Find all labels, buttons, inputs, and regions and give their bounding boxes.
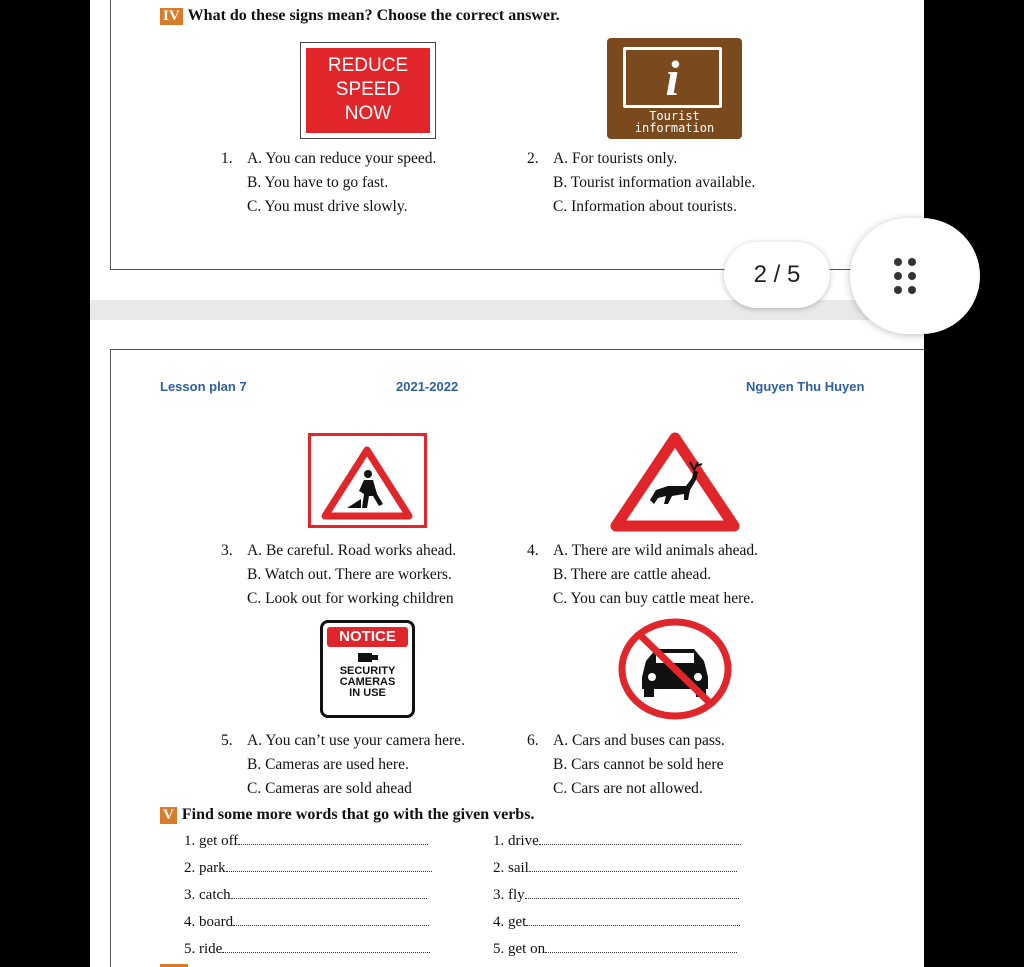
information-label: information xyxy=(634,121,715,135)
notice-line-2: CAMERAS xyxy=(339,676,396,688)
section-4-heading xyxy=(160,7,560,25)
menu-button[interactable] xyxy=(850,218,980,334)
reduce-sign-line-3: NOW xyxy=(344,103,392,124)
question-6-number: 6. xyxy=(527,732,539,749)
q6-option-c[interactable]: C. Cars are not allowed. xyxy=(553,780,703,797)
no-cars-icon xyxy=(616,617,734,721)
header-center: 2021-2022 xyxy=(396,379,459,394)
q1-option-c[interactable]: C. You must drive slowly. xyxy=(247,198,408,215)
section-5-heading xyxy=(160,806,534,824)
fill-right-1[interactable] xyxy=(493,832,741,850)
camera-icon xyxy=(356,650,380,666)
fill-right-4[interactable] xyxy=(493,913,740,931)
road-works-icon xyxy=(311,436,424,525)
fill-left-5-label: 5. ride xyxy=(184,941,223,957)
q5-option-a[interactable]: A. You can’t use your camera here. xyxy=(247,732,465,749)
q1-option-b[interactable]: B. You have to go fast. xyxy=(247,174,389,191)
fill-left-5[interactable] xyxy=(184,940,430,958)
q6-option-b[interactable]: B. Cars cannot be sold here xyxy=(553,756,724,773)
q4-option-b[interactable]: B. There are cattle ahead. xyxy=(553,566,712,583)
page-indicator xyxy=(724,242,830,308)
fill-left-3[interactable] xyxy=(184,886,427,904)
q3-option-c[interactable]: C. Look out for working children xyxy=(247,590,454,607)
fill-left-4-label: 4. board xyxy=(184,914,234,930)
q2-option-b[interactable]: B. Tourist information available. xyxy=(553,174,756,191)
page-1-left-border xyxy=(110,0,111,270)
section-5-title: Find some more words that go with the given verbs. xyxy=(181,806,535,823)
question-5-number: 5. xyxy=(221,732,233,749)
deer-warning-icon xyxy=(606,428,744,534)
no-cars-sign xyxy=(616,617,734,721)
q1-option-a[interactable]: A. You can reduce your speed. xyxy=(247,150,437,167)
q2-option-a[interactable]: A. For tourists only. xyxy=(553,150,678,167)
fill-left-2-label: 2. park xyxy=(184,860,226,876)
tourist-label: Tourist xyxy=(649,109,700,123)
fill-line[interactable] xyxy=(222,940,430,953)
notice-line-3: IN USE xyxy=(349,687,386,699)
section-5-badge: V xyxy=(160,807,177,824)
fill-right-1-label: 1. drive xyxy=(493,833,539,849)
section-4-title: What do these signs mean? Choose the correct answer. xyxy=(187,7,560,24)
page-2-left-border xyxy=(110,349,111,967)
question-2-number: 2. xyxy=(527,150,539,167)
question-6 xyxy=(527,729,725,801)
question-3 xyxy=(221,539,456,611)
wild-animals-sign xyxy=(606,428,744,534)
fill-right-3[interactable] xyxy=(493,886,739,904)
header-left: Lesson plan 7 xyxy=(160,379,247,394)
fill-line[interactable] xyxy=(526,913,740,926)
q5-option-b[interactable]: B. Cameras are used here. xyxy=(247,756,409,773)
fill-right-5[interactable] xyxy=(493,940,737,958)
info-icon: i xyxy=(665,50,680,106)
q3-option-a[interactable]: A. Be careful. Road works ahead. xyxy=(247,542,457,559)
fill-left-2[interactable] xyxy=(184,859,432,877)
fill-right-5-label: 5. get on xyxy=(493,941,546,957)
security-cameras-sign xyxy=(320,620,415,718)
q3-option-b[interactable]: B. Watch out. There are workers. xyxy=(247,566,452,583)
fill-right-2[interactable] xyxy=(493,859,737,877)
reduce-speed-sign xyxy=(300,42,436,139)
notice-title: NOTICE xyxy=(327,627,408,647)
fill-left-3-label: 3. catch xyxy=(184,887,231,903)
fill-line[interactable] xyxy=(529,859,737,872)
question-3-number: 3. xyxy=(221,542,233,559)
fill-left-1-label: 1. get off xyxy=(184,833,239,849)
notice-line-1: SECURITY xyxy=(339,665,396,677)
fill-right-3-label: 3. fly xyxy=(493,887,525,903)
fill-line[interactable] xyxy=(539,832,741,845)
reduce-sign-line-2: SPEED xyxy=(335,79,401,100)
section-4-badge: IV xyxy=(160,8,183,25)
question-4 xyxy=(527,539,758,611)
fill-line[interactable] xyxy=(545,940,737,953)
reduce-sign-line-1: REDUCE xyxy=(327,55,409,76)
fill-line[interactable] xyxy=(231,886,427,899)
question-4-number: 4. xyxy=(527,542,539,559)
fill-line[interactable] xyxy=(238,832,428,845)
page-indicator-label: 2 / 5 xyxy=(753,261,801,288)
page-2-top-border xyxy=(110,349,924,350)
fill-right-4-label: 4. get xyxy=(493,914,527,930)
question-1 xyxy=(221,147,436,219)
fill-left-1[interactable] xyxy=(184,832,428,850)
fill-left-4[interactable] xyxy=(184,913,429,931)
question-5 xyxy=(221,729,465,801)
grid-dots-icon xyxy=(892,256,922,296)
q2-option-c[interactable]: C. Information about tourists. xyxy=(553,198,737,215)
fill-line[interactable] xyxy=(226,859,432,872)
q6-option-a[interactable]: A. Cars and buses can pass. xyxy=(553,732,725,749)
road-works-sign xyxy=(308,433,427,528)
header-right: Nguyen Thu Huyen xyxy=(746,379,865,394)
q4-option-a[interactable]: A. There are wild animals ahead. xyxy=(553,542,759,559)
tourist-information-sign xyxy=(607,38,742,139)
question-1-number: 1. xyxy=(221,150,233,167)
fill-right-2-label: 2. sail xyxy=(493,860,529,876)
question-2 xyxy=(527,147,755,219)
q5-option-c[interactable]: C. Cameras are sold ahead xyxy=(247,780,412,797)
q4-option-c[interactable]: C. You can buy cattle meat here. xyxy=(553,590,755,607)
fill-line[interactable] xyxy=(233,913,429,926)
fill-line[interactable] xyxy=(525,886,739,899)
